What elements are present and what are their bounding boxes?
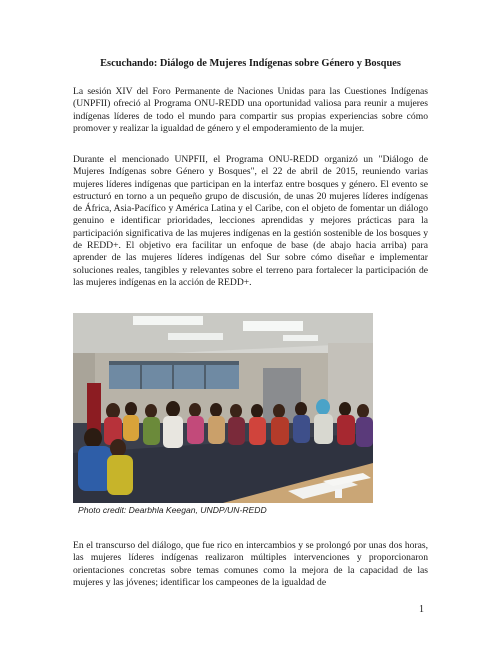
photo-caption: Photo credit: Dearbhla Keegan, UNDP/UN-REDD xyxy=(78,505,267,515)
meeting-photo xyxy=(73,313,373,503)
document-title: Escuchando: Diálogo de Mujeres Indígenas sobre Género y Bosques xyxy=(100,58,401,69)
paragraph-event: Durante el mencionado UNPFII, el Programa ONU-REDD organizó un "Diálogo de Mujeres Indígenas sobre Género y Bosques", el 22 de abril de 2015, reuniendo varias mujeres líderes indígenas que participan en la interfaz entre bosques y género. El evento se estructuró en torno a un pequeño grupo de discusión, de unas 20 mujeres líderes indígenas de África, Asia-Pacífico y América Latina y el Caribe, con el objeto de fomentar un diálogo genuino e identificar prioridades, lecciones aprendidas y mejores prácticas para la participación significativa de las mujeres indígenas en la gestión sostenible de los bosques y de REDD+. El objetivo era facilitar un enfoque de base (de abajo hacia arriba) para aprender de las mujeres líderes indígenas del Sur sobre cómo diseñar e implementar soluciones reales, tangibles y relevantes sobre el terreno para fortalecer la participación de las mujeres indígenas en la acción de REDD+. xyxy=(73,154,428,288)
paragraph-intro: La sesión XIV del Foro Permanente de Naciones Unidas para las Cuestiones Indígenas (UNPFII) ofreció al Programa ONU-REDD una oportunidad valiosa para reunir a mujeres indígenas líderes de todo el mundo para compartir sus propias experiencias sobre cómo promover y realizar la igualdad de género y el empoderamiento de la mujer. xyxy=(73,86,428,134)
meeting-photo-image xyxy=(73,313,373,503)
paragraph-dialogue: En el transcurso del diálogo, que fue rico en intercambios y se prolongó por unas dos horas, las mujeres líderes indígenas realizaron múltiples intervenciones y proporcionaron orientaciones concretas sobre temas comunes como la mejora de la capacidad de las mujeres y las jóvenes; identificar los campeones de la igualdad de xyxy=(73,540,428,588)
page-number: 1 xyxy=(419,604,424,615)
